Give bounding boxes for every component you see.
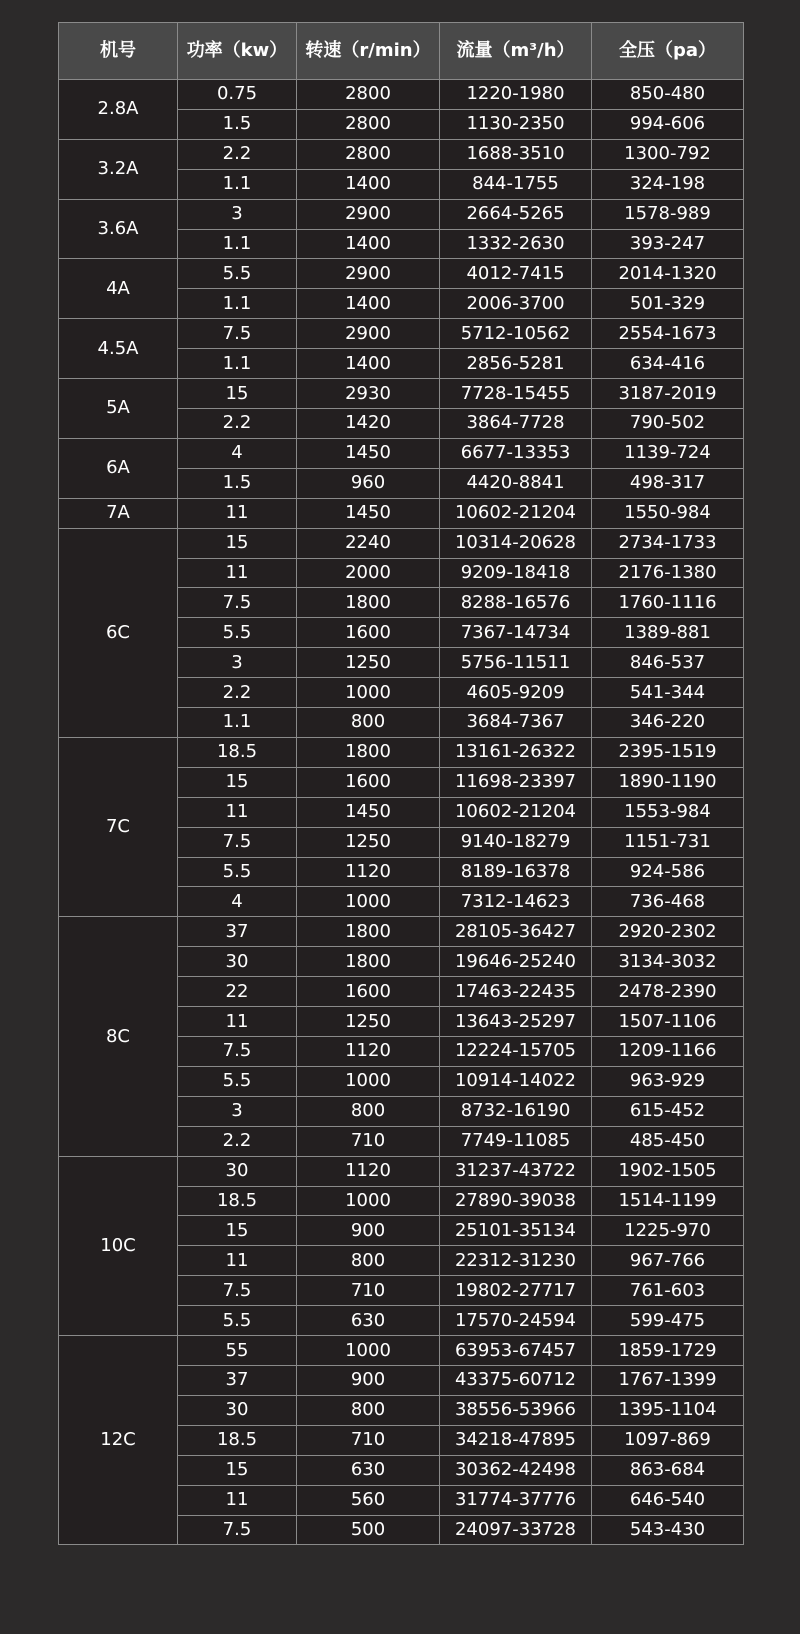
speed-cell: 1400 [297,169,440,199]
table-row [59,1336,744,1366]
airflow-cell: 3684-7367 [440,708,592,738]
airflow-cell: 1130-2350 [440,109,592,139]
table-row [59,379,744,409]
pressure-cell: 1760-1116 [592,588,744,618]
power-cell: 37 [178,917,297,947]
airflow-cell: 34218-47895 [440,1425,592,1455]
airflow-cell: 9140-18279 [440,827,592,857]
speed-cell: 2930 [297,379,440,409]
pressure-cell: 994-606 [592,109,744,139]
power-cell: 5.5 [178,1306,297,1336]
pressure-cell: 2176-1380 [592,558,744,588]
speed-cell: 2800 [297,109,440,139]
airflow-cell: 31237-43722 [440,1156,592,1186]
speed-cell: 710 [297,1276,440,1306]
pressure-cell: 501-329 [592,289,744,319]
power-cell: 1.1 [178,169,297,199]
speed-cell: 1000 [297,678,440,708]
power-cell: 7.5 [178,1515,297,1545]
speed-cell: 2900 [297,319,440,349]
power-cell: 1.1 [178,289,297,319]
power-cell: 11 [178,1007,297,1037]
speed-cell: 710 [297,1126,440,1156]
airflow-cell: 8732-16190 [440,1096,592,1126]
pressure-cell: 1395-1104 [592,1395,744,1425]
power-cell: 4 [178,438,297,468]
pressure-cell: 485-450 [592,1126,744,1156]
pressure-cell: 1151-731 [592,827,744,857]
power-cell: 2.2 [178,678,297,708]
pressure-cell: 1767-1399 [592,1365,744,1395]
airflow-cell: 4605-9209 [440,678,592,708]
pressure-cell: 543-430 [592,1515,744,1545]
speed-cell: 1000 [297,887,440,917]
airflow-cell: 25101-35134 [440,1216,592,1246]
pressure-cell: 634-416 [592,349,744,379]
pressure-cell: 850-480 [592,80,744,110]
speed-cell: 900 [297,1216,440,1246]
power-cell: 37 [178,1365,297,1395]
pressure-cell: 924-586 [592,857,744,887]
power-cell: 4 [178,887,297,917]
airflow-cell: 8189-16378 [440,857,592,887]
power-cell: 11 [178,498,297,528]
table-row [59,737,744,767]
model-cell: 6A [59,438,178,498]
pressure-cell: 1225-970 [592,1216,744,1246]
speed-cell: 2900 [297,259,440,289]
speed-cell: 960 [297,468,440,498]
speed-cell: 630 [297,1455,440,1485]
speed-cell: 1800 [297,917,440,947]
speed-cell: 1120 [297,1156,440,1186]
pressure-cell: 790-502 [592,408,744,438]
power-cell: 2.2 [178,408,297,438]
speed-cell: 1450 [297,797,440,827]
pressure-cell: 2554-1673 [592,319,744,349]
power-cell: 11 [178,797,297,827]
pressure-cell: 863-684 [592,1455,744,1485]
pressure-cell: 346-220 [592,708,744,738]
model-cell: 7A [59,498,178,528]
power-cell: 7.5 [178,1037,297,1067]
power-cell: 1.5 [178,109,297,139]
model-cell: 7C [59,737,178,916]
power-cell: 11 [178,558,297,588]
power-cell: 1.1 [178,349,297,379]
speed-cell: 1000 [297,1186,440,1216]
power-cell: 7.5 [178,1276,297,1306]
speed-cell: 1420 [297,408,440,438]
pressure-cell: 736-468 [592,887,744,917]
pressure-cell: 324-198 [592,169,744,199]
airflow-cell: 10914-14022 [440,1066,592,1096]
speed-cell: 800 [297,708,440,738]
speed-cell: 1120 [297,857,440,887]
power-cell: 22 [178,977,297,1007]
pressure-cell: 1550-984 [592,498,744,528]
airflow-cell: 2006-3700 [440,289,592,319]
pressure-cell: 1209-1166 [592,1037,744,1067]
power-cell: 3 [178,1096,297,1126]
model-cell: 3.2A [59,139,178,199]
airflow-cell: 10602-21204 [440,498,592,528]
airflow-cell: 19646-25240 [440,947,592,977]
airflow-cell: 1332-2630 [440,229,592,259]
pressure-cell: 3187-2019 [592,379,744,409]
speed-cell: 1250 [297,1007,440,1037]
speed-cell: 1600 [297,767,440,797]
power-cell: 18.5 [178,1425,297,1455]
power-cell: 5.5 [178,618,297,648]
airflow-cell: 38556-53966 [440,1395,592,1425]
header-row [59,23,744,80]
table-row [59,80,744,110]
speed-cell: 1450 [297,498,440,528]
power-cell: 5.5 [178,857,297,887]
airflow-cell: 4012-7415 [440,259,592,289]
airflow-cell: 4420-8841 [440,468,592,498]
pressure-cell: 1553-984 [592,797,744,827]
pressure-cell: 498-317 [592,468,744,498]
speed-cell: 1600 [297,618,440,648]
power-cell: 15 [178,528,297,558]
speed-cell: 1120 [297,1037,440,1067]
airflow-cell: 10314-20628 [440,528,592,558]
pressure-cell: 1389-881 [592,618,744,648]
airflow-cell: 844-1755 [440,169,592,199]
pressure-cell: 1507-1106 [592,1007,744,1037]
model-cell: 4.5A [59,319,178,379]
power-cell: 2.2 [178,139,297,169]
power-cell: 7.5 [178,827,297,857]
speed-cell: 1800 [297,947,440,977]
speed-cell: 1250 [297,648,440,678]
model-cell: 2.8A [59,80,178,140]
pressure-cell: 2478-2390 [592,977,744,1007]
pressure-cell: 1514-1199 [592,1186,744,1216]
speed-cell: 1400 [297,349,440,379]
power-cell: 30 [178,1395,297,1425]
airflow-cell: 22312-31230 [440,1246,592,1276]
power-cell: 3 [178,648,297,678]
speed-cell: 1000 [297,1336,440,1366]
speed-cell: 500 [297,1515,440,1545]
header-model: 机号 [59,23,178,80]
pressure-cell: 963-929 [592,1066,744,1096]
pressure-cell: 1859-1729 [592,1336,744,1366]
table-row [59,438,744,468]
airflow-cell: 17463-22435 [440,977,592,1007]
table-row [59,1156,744,1186]
power-cell: 3 [178,199,297,229]
airflow-cell: 19802-27717 [440,1276,592,1306]
airflow-cell: 5712-10562 [440,319,592,349]
pressure-cell: 1902-1505 [592,1156,744,1186]
power-cell: 55 [178,1336,297,1366]
pressure-cell: 1139-724 [592,438,744,468]
power-cell: 18.5 [178,1186,297,1216]
power-cell: 0.75 [178,80,297,110]
airflow-cell: 7312-14623 [440,887,592,917]
airflow-cell: 8288-16576 [440,588,592,618]
model-cell: 6C [59,528,178,737]
pressure-cell: 2014-1320 [592,259,744,289]
airflow-cell: 3864-7728 [440,408,592,438]
airflow-cell: 24097-33728 [440,1515,592,1545]
table-row [59,498,744,528]
pressure-cell: 846-537 [592,648,744,678]
airflow-cell: 28105-36427 [440,917,592,947]
airflow-cell: 6677-13353 [440,438,592,468]
speed-cell: 560 [297,1485,440,1515]
power-cell: 15 [178,1216,297,1246]
speed-cell: 1400 [297,229,440,259]
speed-cell: 1600 [297,977,440,1007]
power-cell: 1.1 [178,229,297,259]
power-cell: 5.5 [178,259,297,289]
pressure-cell: 761-603 [592,1276,744,1306]
power-cell: 15 [178,379,297,409]
airflow-cell: 63953-67457 [440,1336,592,1366]
power-cell: 1.5 [178,468,297,498]
pressure-cell: 599-475 [592,1306,744,1336]
header-speed: 转速（r/min） [297,23,440,80]
speed-cell: 1450 [297,438,440,468]
airflow-cell: 13643-25297 [440,1007,592,1037]
airflow-cell: 31774-37776 [440,1485,592,1515]
speed-cell: 800 [297,1246,440,1276]
power-cell: 15 [178,767,297,797]
power-cell: 18.5 [178,737,297,767]
speed-cell: 710 [297,1425,440,1455]
airflow-cell: 11698-23397 [440,767,592,797]
power-cell: 5.5 [178,1066,297,1096]
airflow-cell: 7749-11085 [440,1126,592,1156]
speed-cell: 2800 [297,139,440,169]
speed-cell: 1800 [297,737,440,767]
speed-cell: 1250 [297,827,440,857]
pressure-cell: 1578-989 [592,199,744,229]
model-cell: 10C [59,1156,178,1335]
speed-cell: 800 [297,1395,440,1425]
pressure-cell: 1097-869 [592,1425,744,1455]
model-cell: 4A [59,259,178,319]
model-cell: 12C [59,1336,178,1545]
pressure-cell: 2920-2302 [592,917,744,947]
table-row [59,139,744,169]
airflow-cell: 13161-26322 [440,737,592,767]
model-cell: 3.6A [59,199,178,259]
power-cell: 11 [178,1246,297,1276]
airflow-cell: 10602-21204 [440,797,592,827]
airflow-cell: 7367-14734 [440,618,592,648]
airflow-cell: 43375-60712 [440,1365,592,1395]
airflow-cell: 9209-18418 [440,558,592,588]
power-cell: 30 [178,1156,297,1186]
speed-cell: 1400 [297,289,440,319]
speed-cell: 900 [297,1365,440,1395]
model-cell: 5A [59,379,178,439]
speed-cell: 800 [297,1096,440,1126]
pressure-cell: 967-766 [592,1246,744,1276]
table-row [59,199,744,229]
fan-spec-table [58,22,744,1545]
pressure-cell: 1300-792 [592,139,744,169]
model-cell: 8C [59,917,178,1156]
airflow-cell: 17570-24594 [440,1306,592,1336]
power-cell: 7.5 [178,588,297,618]
speed-cell: 2000 [297,558,440,588]
pressure-cell: 2395-1519 [592,737,744,767]
table-row [59,917,744,947]
table-row [59,319,744,349]
power-cell: 15 [178,1455,297,1485]
power-cell: 2.2 [178,1126,297,1156]
power-cell: 11 [178,1485,297,1515]
table-row [59,528,744,558]
header-airflow: 流量（m³/h） [440,23,592,80]
header-pressure: 全压（pa） [592,23,744,80]
speed-cell: 2240 [297,528,440,558]
power-cell: 7.5 [178,319,297,349]
pressure-cell: 615-452 [592,1096,744,1126]
speed-cell: 1800 [297,588,440,618]
airflow-cell: 2664-5265 [440,199,592,229]
airflow-cell: 7728-15455 [440,379,592,409]
pressure-cell: 541-344 [592,678,744,708]
speed-cell: 630 [297,1306,440,1336]
airflow-cell: 5756-11511 [440,648,592,678]
speed-cell: 2800 [297,80,440,110]
pressure-cell: 646-540 [592,1485,744,1515]
pressure-cell: 1890-1190 [592,767,744,797]
pressure-cell: 393-247 [592,229,744,259]
table-row [59,259,744,289]
power-cell: 1.1 [178,708,297,738]
airflow-cell: 27890-39038 [440,1186,592,1216]
speed-cell: 1000 [297,1066,440,1096]
airflow-cell: 1688-3510 [440,139,592,169]
airflow-cell: 30362-42498 [440,1455,592,1485]
power-cell: 30 [178,947,297,977]
airflow-cell: 2856-5281 [440,349,592,379]
pressure-cell: 2734-1733 [592,528,744,558]
table-body [59,80,744,1545]
airflow-cell: 1220-1980 [440,80,592,110]
airflow-cell: 12224-15705 [440,1037,592,1067]
pressure-cell: 3134-3032 [592,947,744,977]
header-power: 功率（kw） [178,23,297,80]
speed-cell: 2900 [297,199,440,229]
